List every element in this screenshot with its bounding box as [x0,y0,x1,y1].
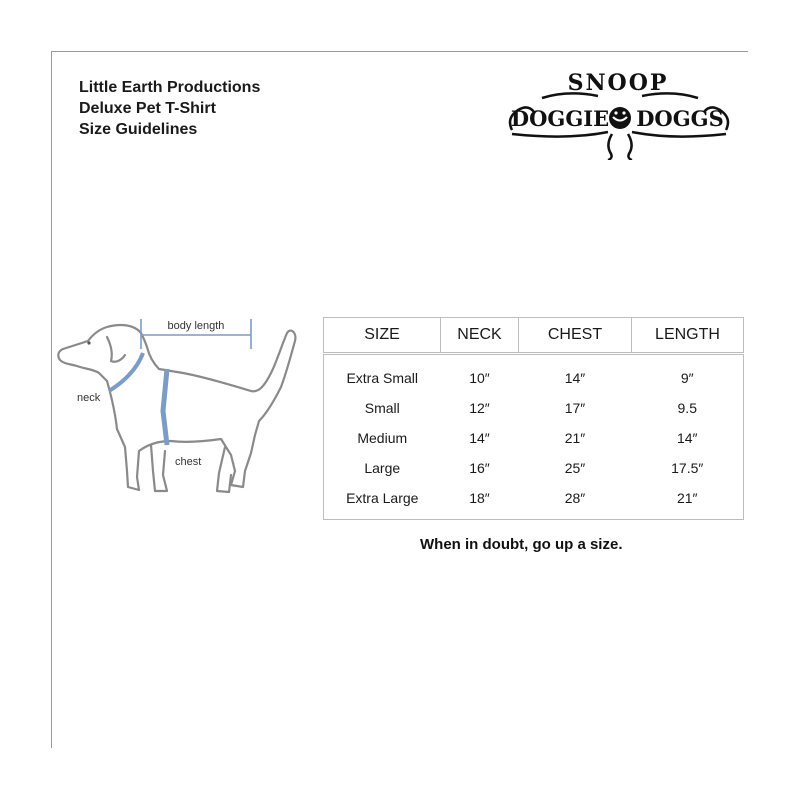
chest-band [163,369,167,445]
chest-cell: 28″ [564,490,586,506]
measure-lines [109,319,251,445]
chest-cell: 17″ [564,400,586,416]
logo-right-text: DOGGS [636,106,724,131]
size-cell: Large [364,460,401,476]
neck-band [109,353,143,391]
header-size: SIZE [324,318,441,354]
title-block [79,77,260,140]
neck-cell: 16″ [469,460,490,476]
logo-top-text: SNOOP [567,70,669,96]
length-cell: 21″ [676,490,698,506]
dog-eye-icon [87,341,90,344]
neck-cell: 10″ [469,370,490,386]
chest-cell: 14″ [564,370,586,386]
size-cell: Medium [357,430,408,446]
frame-top-border [51,51,748,52]
snoop-doggie-doggs-logo [508,68,730,160]
table-row [324,423,744,453]
title-line-guide: Size Guidelines [79,121,198,138]
size-table [323,317,744,520]
table-row [324,483,744,520]
size-cell: Extra Small [346,370,419,386]
chest-label: chest [175,456,202,468]
header-length: LENGTH [632,318,744,354]
neck-cell: 12″ [469,400,490,416]
header-neck: NECK [441,318,519,354]
length-cell: 9″ [680,370,694,386]
table-row [324,453,744,483]
table-row [324,393,744,423]
title-line-product: Deluxe Pet T-Shirt [79,100,216,117]
length-cell: 9.5 [677,400,697,416]
logo-left-text: DOGGIE [510,106,610,131]
size-table-header-row [324,318,744,354]
frame-left-border [51,51,52,748]
header-chest: CHEST [519,318,632,354]
dog-measurement-diagram [55,315,305,515]
chest-cell: 21″ [564,430,586,446]
neck-label: neck [77,392,101,404]
size-cell: Extra Large [346,490,419,506]
neck-cell: 18″ [469,490,490,506]
table-row [324,354,744,394]
length-cell: 14″ [676,430,698,446]
title-line-brand: Little Earth Productions [79,79,261,96]
body-length-label: body length [167,320,225,332]
size-advice-text: When in doubt, go up a size. [420,536,623,553]
size-cell: Small [364,400,400,416]
chest-cell: 25″ [564,460,586,476]
neck-cell: 14″ [469,430,490,446]
length-cell: 17.5″ [671,460,704,476]
logo-dog-face-icon [609,107,631,129]
